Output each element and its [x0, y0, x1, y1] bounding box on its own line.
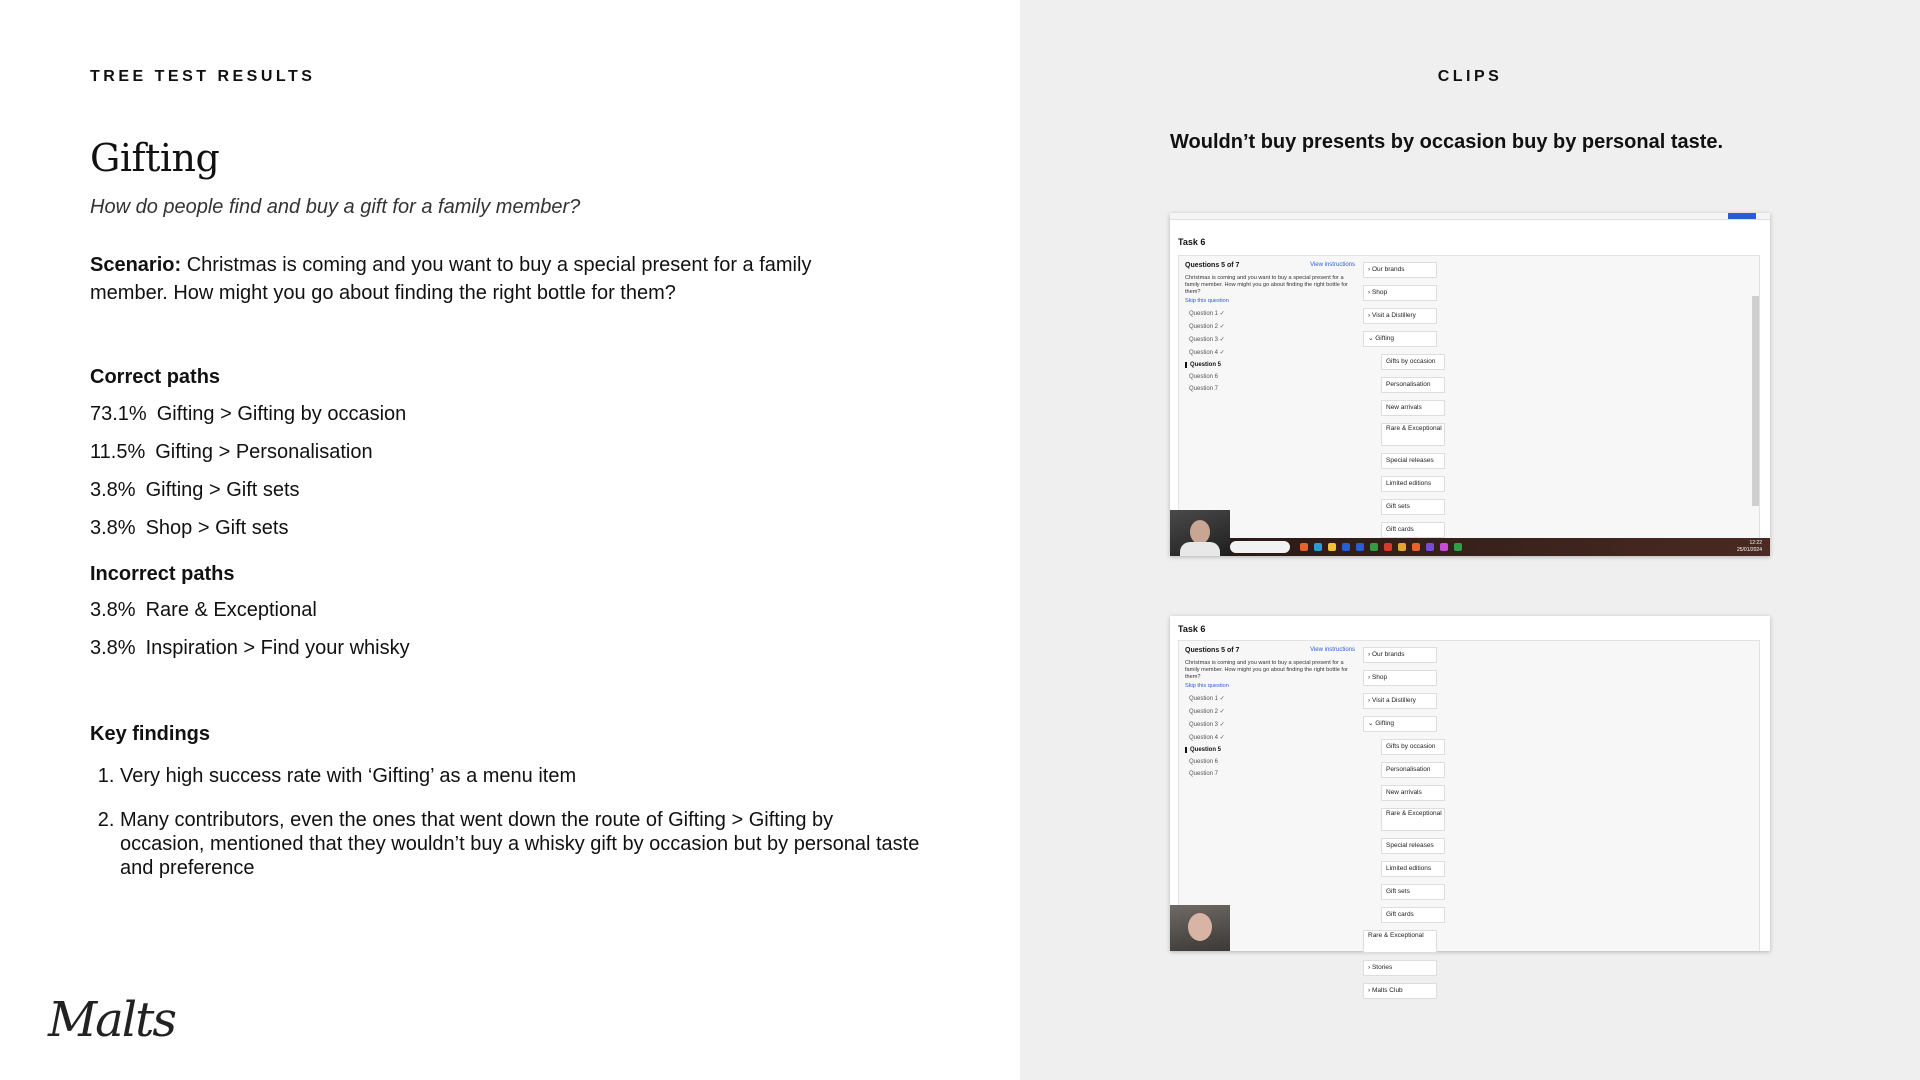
clock-date: 25/01/2024	[1736, 547, 1762, 553]
tree-node: › Malts Club	[1363, 983, 1437, 999]
tree-node: › Stories	[1363, 960, 1437, 976]
path-percent: 3.8%	[90, 599, 136, 621]
finding-item: 1. Very high success rate with ‘Gifting’ as a menu item	[120, 764, 920, 788]
question-item: Question 4 ✓	[1189, 350, 1225, 356]
folder-icon	[1328, 543, 1336, 551]
incorrect-path-row	[90, 599, 317, 622]
clip-topbar	[1170, 213, 1770, 220]
page-subtitle: How do people find and buy a gift for a family member?	[90, 196, 581, 218]
tree-node: Special releases	[1381, 453, 1445, 469]
path-label: Shop > Gift sets	[145, 517, 289, 539]
excel-icon	[1370, 543, 1378, 551]
scenario-text	[90, 251, 880, 307]
app-icon	[1454, 543, 1462, 551]
question-column	[1185, 647, 1355, 777]
incorrect-path-row	[90, 637, 410, 660]
clip-caption: Wouldn’t buy presents by occasion buy by personal taste.	[1170, 131, 1724, 153]
tree-node: Personalisation	[1381, 762, 1445, 778]
path-percent: 3.8%	[90, 637, 136, 659]
app-icon	[1440, 543, 1448, 551]
tree-node: Gifts by occasion	[1381, 354, 1445, 370]
tree-node: › Visit a Distillery	[1363, 693, 1437, 709]
skip-link: Skip this question	[1185, 683, 1229, 689]
participant-face	[1188, 913, 1212, 941]
view-instructions-link: View instructions	[1310, 647, 1355, 653]
tree-node: Special releases	[1381, 838, 1445, 854]
clips-panel	[1020, 0, 1920, 1080]
tree-node: Limited editions	[1381, 476, 1445, 492]
clip-task-label: Task 6	[1178, 624, 1206, 634]
clip-test-panel	[1178, 255, 1760, 556]
tree-node: Gift cards	[1381, 907, 1445, 923]
tree-node: › Our brands	[1363, 647, 1437, 663]
clip-scrollbar	[1752, 296, 1759, 506]
question-item: Question 2 ✓	[1189, 324, 1225, 330]
key-findings-list	[90, 764, 920, 900]
correct-path-row	[90, 517, 288, 540]
question-item: Question 4 ✓	[1189, 735, 1225, 741]
view-instructions-link: View instructions	[1310, 262, 1355, 268]
browser-icon	[1300, 543, 1308, 551]
question-item: Question 1 ✓	[1189, 696, 1225, 702]
question-item: Question 3 ✓	[1189, 722, 1225, 728]
tree-node: ⌄ Gifting	[1363, 331, 1437, 347]
question-text: Christmas is coming and you want to buy a special present for a family member. How might you go about finding the right bottle for them?	[1185, 660, 1348, 680]
tree-node: Rare & Exceptional	[1381, 423, 1445, 446]
tree-node: › Visit a Distillery	[1363, 308, 1437, 324]
tree-node: Personalisation	[1381, 377, 1445, 393]
outlook-icon	[1342, 543, 1350, 551]
path-label: Gifting > Personalisation	[155, 441, 373, 463]
question-item: Question 7	[1189, 771, 1219, 777]
question-item: Question 6	[1189, 759, 1219, 765]
skip-link: Skip this question	[1185, 298, 1229, 304]
teams-icon	[1426, 543, 1434, 551]
page-title: Gifting	[90, 136, 220, 180]
path-label: Inspiration > Find your whisky	[145, 637, 410, 659]
tree-node: Gift sets	[1381, 884, 1445, 900]
path-label: Gifting > Gifting by occasion	[156, 403, 407, 425]
path-label: Gifting > Gift sets	[145, 479, 300, 501]
tree-node: Rare & Exceptional	[1363, 930, 1437, 953]
finding-item: 2. Many contributors, even the ones that went down the route of Gifting > Gifting by occasion, mentioned that they wouldn’t buy a whisky gift by occasion but by personal taste and preference	[120, 808, 920, 880]
path-percent: 73.1%	[90, 403, 147, 425]
next-button-fragment	[1728, 213, 1756, 219]
tree-node: › Our brands	[1363, 262, 1437, 278]
tree-node: Gifts by occasion	[1381, 739, 1445, 755]
clock-time: 12:22	[1749, 540, 1762, 546]
tree-node: Gift cards	[1381, 522, 1445, 538]
tree-column	[1363, 647, 1483, 1006]
key-findings-heading: Key findings	[90, 723, 211, 745]
webcam-thumbnail	[1170, 905, 1230, 951]
path-label: Rare & Exceptional	[145, 599, 317, 621]
participant-torso	[1180, 542, 1220, 556]
question-item: Question 6	[1189, 374, 1219, 380]
section-kicker: TREE TEST RESULTS	[90, 68, 316, 85]
word-icon	[1356, 543, 1364, 551]
edge-icon	[1314, 543, 1322, 551]
chrome-icon	[1398, 543, 1406, 551]
taskbar-search	[1230, 541, 1290, 553]
tree-node: Gift sets	[1381, 499, 1445, 515]
powerpoint-icon	[1384, 543, 1392, 551]
scenario-body: Christmas is coming and you want to buy a special present for a family member. How might you go about finding the right bottle for them?	[90, 254, 812, 304]
question-title: Questions 5 of 7	[1185, 647, 1240, 654]
correct-paths-heading: Correct paths	[90, 366, 221, 388]
firefox-icon	[1412, 543, 1420, 551]
path-percent: 11.5%	[90, 441, 146, 463]
clip-test-panel	[1178, 640, 1760, 994]
tree-node: ⌄ Gifting	[1363, 716, 1437, 732]
webcam-thumbnail	[1170, 510, 1230, 556]
question-item: Question 3 ✓	[1189, 337, 1225, 343]
question-item: Question 2 ✓	[1189, 709, 1225, 715]
tree-node: New arrivals	[1381, 400, 1445, 416]
tree-column	[1363, 262, 1483, 545]
question-item: Question 7	[1189, 386, 1219, 392]
participant-face	[1190, 520, 1210, 544]
tree-node: New arrivals	[1381, 785, 1445, 801]
path-percent: 3.8%	[90, 517, 136, 539]
clips-kicker: CLIPS	[1437, 68, 1503, 85]
tree-node: › Shop	[1363, 670, 1437, 686]
scenario-label: Scenario:	[90, 254, 182, 276]
correct-path-row	[90, 441, 373, 464]
brand-logo: Malts	[48, 992, 176, 1048]
path-percent: 3.8%	[90, 479, 136, 501]
video-clip-2[interactable]	[1170, 616, 1770, 994]
tree-node: Rare & Exceptional	[1381, 808, 1445, 831]
incorrect-paths-heading: Incorrect paths	[90, 563, 235, 585]
taskbar-clock	[1737, 540, 1762, 554]
question-item-current: Question 5	[1185, 747, 1355, 753]
question-item-current: Question 5	[1185, 362, 1355, 368]
correct-path-row	[90, 479, 300, 502]
question-title: Questions 5 of 7	[1185, 262, 1240, 269]
tree-node: Limited editions	[1381, 861, 1445, 877]
video-clip-1[interactable]	[1170, 213, 1770, 556]
tree-node: › Shop	[1363, 285, 1437, 301]
question-text: Christmas is coming and you want to buy a special present for a family member. How might you go about finding the right bottle for them?	[1185, 275, 1348, 295]
clip-task-label: Task 6	[1178, 237, 1206, 247]
correct-path-row	[90, 403, 406, 426]
os-taskbar	[1230, 538, 1770, 556]
question-column	[1185, 262, 1355, 392]
question-item: Question 1 ✓	[1189, 311, 1225, 317]
